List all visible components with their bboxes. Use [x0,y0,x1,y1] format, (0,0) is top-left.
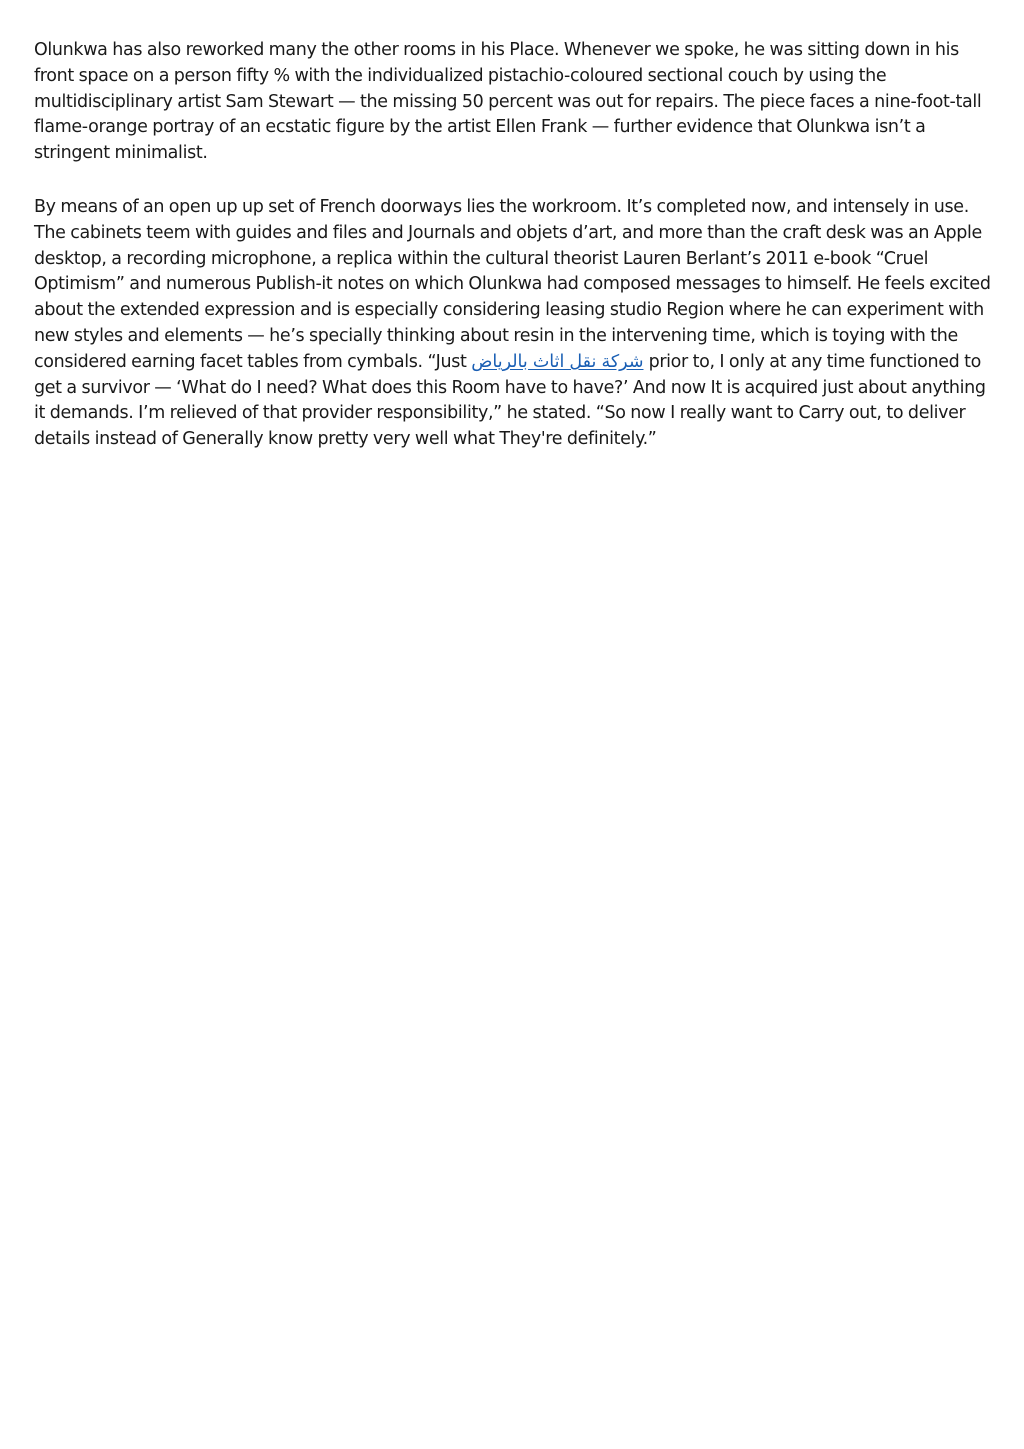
paragraph-1: Olunkwa has also reworked many the other rooms in his Place. Whenever we spoke, he was sitting down in his front space on a person fifty % with the individualized pistachio-coloured sectional couch by using the multidisciplinary artist Sam Stewart — the missing 50 percent was out for repairs. The piece faces a nine-foot-tall flame-orange portray of an ecstatic figure by the artist Ellen Frank — further evidence that Olunkwa isn’t a stringent minimalist. [34,40,982,164]
article-body [34,38,994,481]
paragraph-2-text-after-link: prior to, I only at any time functioned to get a survivor — ‘What do I need? What does this Room have to have?’ And now It is acquired just about anything it demands. I’m relieved of that provider responsibility,” he stated. “So now I really want to Carry out, to deliver details instead of Generally know pretty very well what They're definitely.” [34,351,986,450]
paragraph-2 [34,195,994,453]
paragraph-2-text-before-link: By means of an open up up set of French doorways lies the workroom. It’s completed now, and intensely in use. The cabinets teem with guides and files and Journals and objets d’art, and more than the craft desk was an Apple desktop, a recording microphone, a replica within the cultural theorist Lauren Berlant’s 2011 e-book “Cruel Optimism” and numerous Publish-it notes on which Olunkwa had composed messages to himself. He feels excited about the extended expression and is especially considering leasing studio Region where he can experiment with new styles and elements — he’s specially thinking about resin in the intervening time, which is toying with the considered earning facet tables from cymbals. “Just [34,196,991,372]
arabic-link[interactable]: شركة نقل اثاث بالرياض [471,351,644,372]
